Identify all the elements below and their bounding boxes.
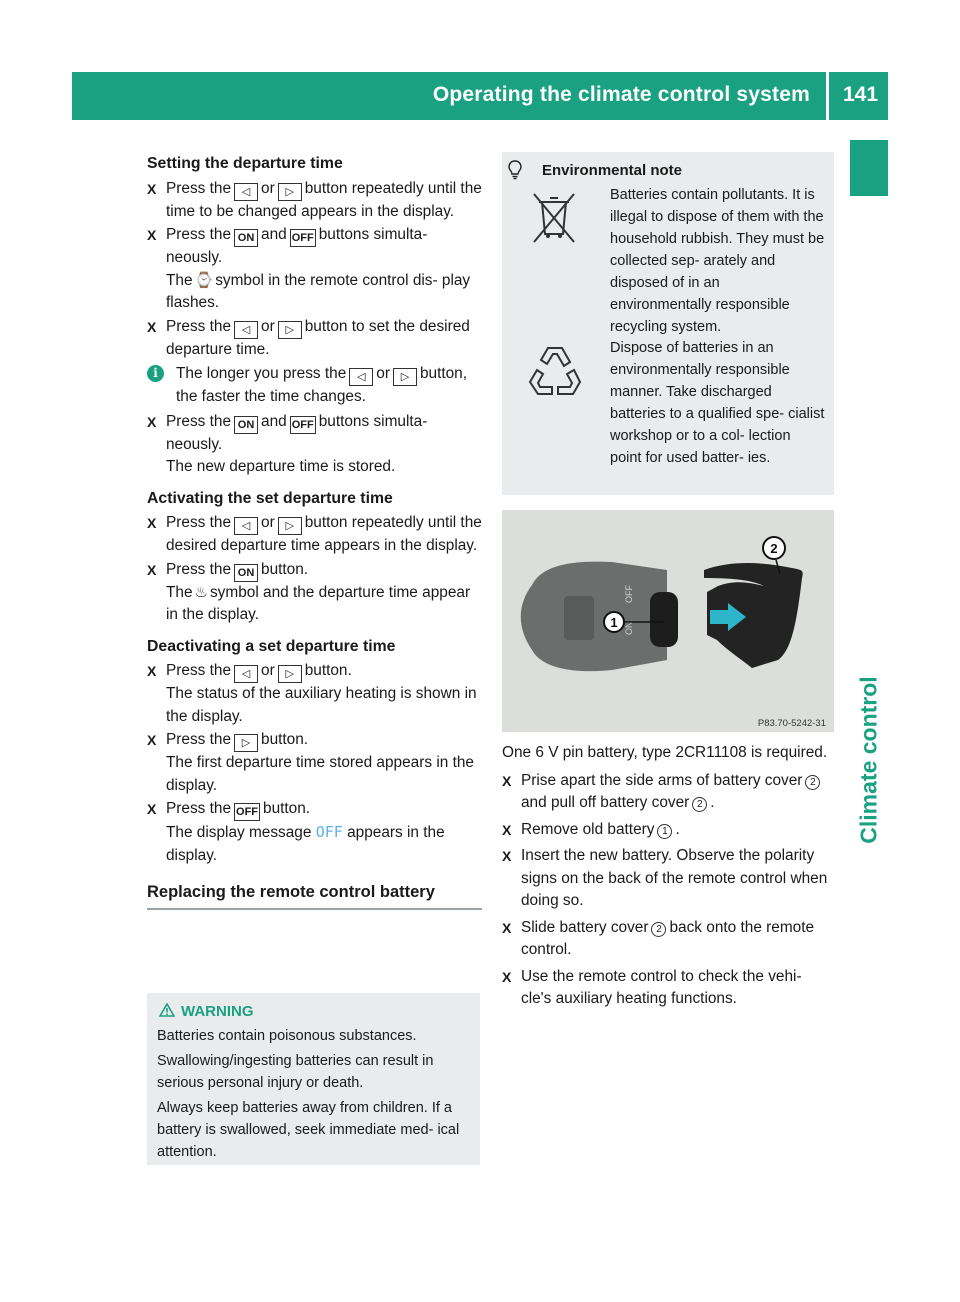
warning-box: [147, 993, 480, 1165]
step: X Press the ◁ or ▷ button repeatedly until the time to be changed appears in the display.: [147, 179, 482, 220]
off-label: OFF: [624, 585, 634, 603]
environmental-note: [502, 152, 834, 495]
warning-triangle-icon: [159, 1003, 175, 1017]
info-note: i The longer you press the ◁ or ▷ button, the faster the time changes.: [147, 363, 482, 409]
heading-deactivating-departure: Deactivating a set departure time: [147, 637, 396, 655]
step: X Press the OFF button. The display message OFF appears in the display.: [147, 800, 445, 864]
section-tab-block: [850, 140, 888, 196]
off-key-icon: OFF: [234, 803, 260, 821]
right-arrow-key-icon: ▷: [278, 321, 302, 339]
left-arrow-key-icon: ◁: [234, 665, 258, 683]
step-marker: X: [147, 801, 157, 817]
step: X Press the ▷ button. The first departure time stored appears in the display.: [147, 731, 474, 794]
heading-setting-departure: Setting the departure time: [147, 155, 343, 172]
callout-1-icon: 1: [657, 824, 672, 839]
timer-icon: ⌚: [194, 271, 214, 289]
on-key-icon: ON: [234, 416, 258, 434]
step: X Press the ON and OFF buttons simulta- neously. The new departure time is stored.: [147, 412, 428, 475]
lightbulb-icon: [508, 160, 522, 180]
step-marker: X: [502, 968, 512, 985]
page-number: 141: [843, 83, 879, 106]
right-column: [502, 742, 836, 1012]
step-marker: X: [147, 561, 157, 578]
environmental-note-title: Environmental note: [542, 162, 683, 179]
heating-icon: ♨: [194, 583, 208, 601]
step: X Press the ON button. The ♨ symbol and the departure time appear in the display.: [147, 560, 471, 623]
step: X Prise apart the side arms of battery cover 2and pull off battery cover 2 .: [502, 770, 836, 815]
step-marker: X: [502, 772, 512, 789]
callout-2-icon: 2: [805, 775, 820, 790]
left-arrow-key-icon: ◁: [234, 321, 258, 339]
crossed-bin-icon: [526, 188, 582, 248]
warning-title: WARNING: [159, 1001, 254, 1023]
on-label: ON: [624, 621, 634, 635]
recycling-icon: [526, 340, 584, 400]
callout-2: 2: [770, 541, 778, 556]
off-key-icon: OFF: [290, 229, 316, 247]
step-marker: X: [147, 318, 157, 335]
left-column: [147, 153, 482, 910]
step: X Use the remote control to check the vehi- cle's auxiliary heating functions.: [502, 967, 802, 1007]
photo-code: P83.70-5242-31: [757, 718, 826, 729]
step-marker: X: [147, 663, 157, 679]
right-arrow-key-icon: ▷: [278, 665, 302, 683]
page-title: Operating the climate control system: [432, 83, 810, 106]
step: X Insert the new battery. Observe the polarity signs on the back of the remote control when doing so.: [502, 847, 828, 909]
step-marker: X: [147, 180, 157, 197]
right-arrow-key-icon: ▷: [278, 517, 302, 535]
right-arrow-key-icon: ▷: [234, 734, 258, 752]
step-marker: X: [147, 732, 157, 748]
heading-activating-departure: Activating the set departure time: [147, 489, 393, 507]
battery-intro: One 6 V pin battery, type 2CR11108 is required.: [502, 744, 828, 761]
section-tab: [851, 660, 887, 860]
section-tab-label: Climate control: [855, 676, 882, 844]
step: X Press the ◁ or ▷ button to set the desired departure time.: [147, 317, 470, 358]
header-separator: [826, 72, 829, 120]
step-marker: X: [502, 919, 512, 936]
step: X Remove old battery 1 .: [502, 819, 836, 842]
step: X Slide battery cover 2 back onto the remote control.: [502, 918, 815, 958]
env-text-dispose: Dispose of batteries in an environmentally responsible manner. Take discharged batteries to a qualified spe- cialist workshop or to a col- lection point for used batter- ies.: [610, 340, 825, 466]
on-key-icon: ON: [234, 229, 258, 247]
left-arrow-key-icon: ◁: [349, 368, 373, 386]
step: X Press the ON and OFF buttons simulta- neously. The ⌚ symbol in the remote control dis- play flashes.: [147, 226, 471, 311]
step-marker: X: [147, 413, 157, 430]
right-arrow-key-icon: ▷: [278, 183, 302, 201]
env-text-pollutants: Batteries contain pollutants. It is illegal to dispose of them with the household rubbish. They must be collected sep- arately and disposed of in an environmentally responsible recycling system.: [610, 187, 825, 335]
step-marker: X: [502, 848, 512, 864]
warning-body: Batteries contain poisonous substances. Swallowing/ingesting batteries can result in serious personal injury or death. Always keep batteries away from children. If a battery is swallowed, seek immediate med- ical attention.: [157, 1028, 460, 1160]
on-key-icon: ON: [234, 564, 258, 582]
info-icon: i: [147, 365, 164, 382]
callout-2-icon: 2: [692, 797, 707, 812]
step: X Press the ◁ or ▷ button repeatedly until the desired departure time appears in the display.: [147, 514, 482, 554]
left-arrow-key-icon: ◁: [234, 517, 258, 535]
step-marker: X: [502, 821, 512, 838]
step-marker: X: [147, 515, 157, 531]
off-key-icon: OFF: [290, 416, 316, 434]
step-marker: X: [147, 227, 157, 243]
battery-replacement-photo: [502, 510, 834, 732]
display-message-off: OFF: [315, 823, 343, 841]
heading-replacing-battery: Replacing the remote control battery: [147, 881, 482, 910]
callout-1: 1: [610, 615, 618, 630]
remote-control-illustration: [502, 510, 834, 732]
left-arrow-key-icon: ◁: [234, 183, 258, 201]
step: X Press the ◁ or ▷ button. The status of the auxiliary heating is shown in the display.: [147, 662, 477, 725]
callout-2-icon: 2: [651, 922, 666, 937]
right-arrow-key-icon: ▷: [393, 368, 417, 386]
